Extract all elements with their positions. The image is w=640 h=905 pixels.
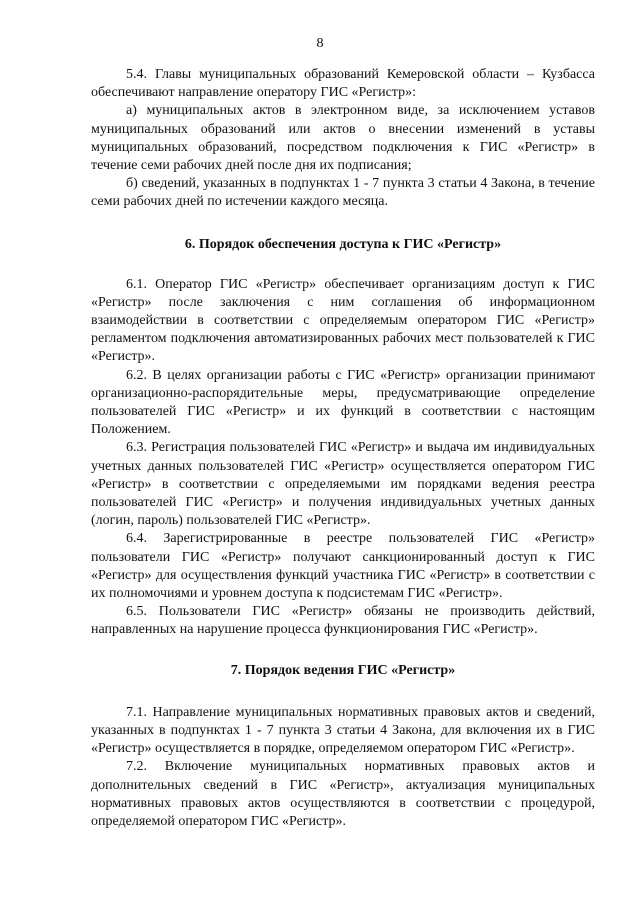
document-body bbox=[91, 66, 595, 831]
paragraph-7-1: 7.1. Направление муниципальных нормативных правовых актов и сведений, указанных в подпунктах 1 - 7 пункта 3 статьи 4 Закона, для включения их в ГИС «Регистр» осуществляется в порядке, определяемом оператором ГИС «Регистр». bbox=[91, 704, 595, 757]
paragraph-6-2: 6.2. В целях организации работы с ГИС «Регистр» организации принимают организационно-распорядительные меры, предусматривающие определение пользователей ГИС «Регистр» и их функций в соответствии с настоящим Положением. bbox=[91, 367, 595, 438]
paragraph-6-5: 6.5. Пользователи ГИС «Регистр» обязаны не производить действий, направленных на нарушение процесса функционирования ГИС «Регистр». bbox=[91, 604, 595, 638]
paragraph-5-4: 5.4. Главы муниципальных образований Кемеровской области – Кузбасса обеспечивают направление оператору ГИС «Регистр»: bbox=[91, 67, 595, 101]
section-7-heading: 7. Порядок ведения ГИС «Регистр» bbox=[230, 662, 456, 678]
paragraph-5-4-a: а) муниципальных актов в электронном виде, за исключением уставов муниципальных образований или актов о внесении изменений в уставы муниципальных образований, посредством подключения к ГИС «Регистр» в течение семи рабочих дней после дня их подписания; bbox=[91, 103, 595, 174]
page-number: 8 bbox=[316, 36, 324, 51]
paragraph-6-3: 6.3. Регистрация пользователей ГИС «Регистр» и выдача им индивидуальных учетных данных пользователей ГИС «Регистр» осуществляется оператором ГИС «Регистр» в соответствии с определяемыми им порядками ведения реестра пользователей ГИС «Регистр» и получения индивидуальных учетных данных (логин, пароль) пользователей ГИС «Регистр». bbox=[91, 440, 595, 529]
paragraph-7-2: 7.2. Включение муниципальных нормативных правовых актов и дополнительных сведений в ГИС «Регистр», актуализация муниципальных нормативных правовых актов осуществляются в соответствии с процедурой, определяемой оператором ГИС «Регистр». bbox=[91, 759, 595, 829]
paragraph-6-4: 6.4. Зарегистрированные в реестре пользователей ГИС «Регистр» пользователи ГИС «Регистр» получают санкционированный доступ к ГИС «Регистр» для осуществления функций участника ГИС «Регистр» в соответствии с их полномочиями и уровнем доступа к подсистемам ГИС «Регистр». bbox=[91, 531, 595, 602]
section-6-heading: 6. Порядок обеспечения доступа к ГИС «Регистр» bbox=[184, 236, 502, 252]
paragraph-5-4-b: б) сведений, указанных в подпунктах 1 - 7 пункта 3 статьи 4 Закона, в течение семи рабочих дней по истечении каждого месяца. bbox=[91, 176, 595, 210]
paragraph-6-1: 6.1. Оператор ГИС «Регистр» обеспечивает организациям доступ к ГИС «Регистр» после заключения с ним соглашения об информационном взаимодействии в соответствии с определяемым оператором ГИС «Регистр» регламентом подключения автоматизированных рабочих мест пользователей к ГИС «Регистр». bbox=[91, 276, 595, 365]
